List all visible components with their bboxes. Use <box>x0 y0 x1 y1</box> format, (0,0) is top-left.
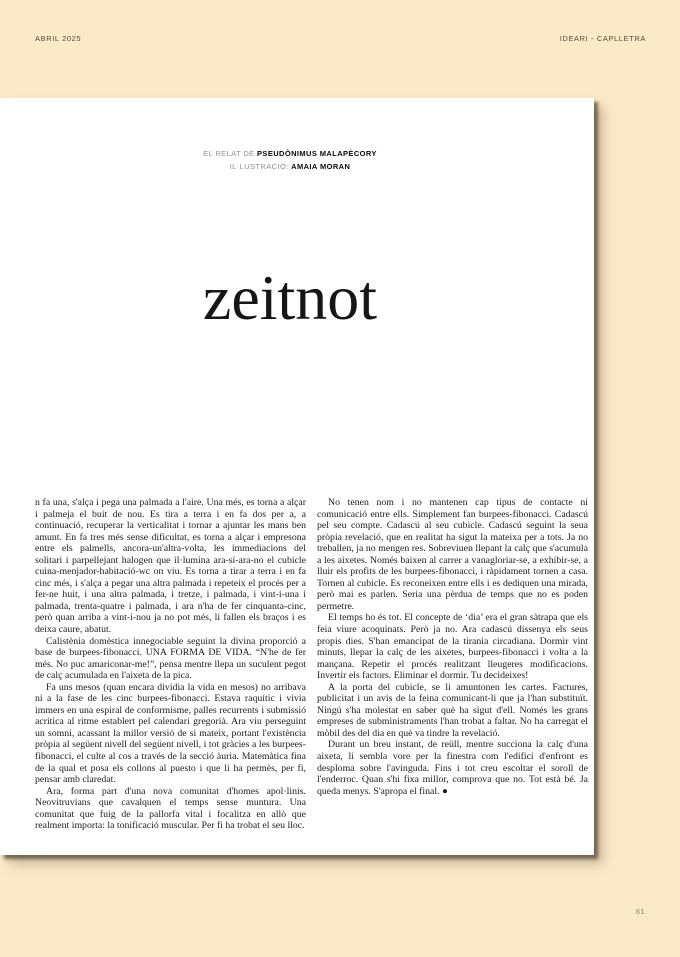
paragraph-with-end-mark: Durant un breu instant, de reüll, mentre succiona la calç d'una aixeta, li sembla vore per la finestra com l'edifici d'enfront es desploma sobre l'avinguda. Fins i tot creu escoltar el soroll de l'enderroc. Quan s'hi fixa millor, comprova que no. Tot està bé. Ja queda menys. S'apropa el final. ● <box>317 739 588 797</box>
illustration-label: IL·LUSTRACIÓ: <box>229 162 289 171</box>
paragraph: n fa una, s'alça i pega una palmada a l'aire. Una més, es torna a alçar i palmeja el buit de nou. Es tira a terra i en fa dos per a, a continuació, recuperar la verticalitat i tornar a ajuntar les mans ben amunt. En fa tres més sense dificultat, es torna a alçar i empresona entre els palmells, ancora-un'altra-volta, les immediacions del solitari i parpellejant halogen que il·lumina ara-sí-ara-no el cubicle cuina-menjador-habitació-wc on viu. Es torna a tirar a terra i en fa cinc més, i s'alça a pegar una altra palmada i repeteix el procés per a fer-ne huit, i una altra palmada, i tretze, i palmada, i vint-i-una i palmada, trenta-quatre i palmada, i ara n'ha de fer cinquanta-cinc, però quan arriba a vint-i-nou ja no pot més, li fallen els braços i es deixa caure, abatut. <box>35 497 306 636</box>
paragraph: No tenen nom i no mantenen cap tipus de contacte ni comunicació entre ells. Simplement fan burpees-fibonacci. Cadascú pel seu compte. Cadascú al seu cubicle. Cadascú seguint la seua pròpia revelació, que en realitat ha sigut la mateixa per a tots. Ja no treballen, ja no mengen res. Sobreviuen llepant la calç que s'acumula a les aixetes. Només baixen al carrer a vanagloriar-se, a exhibir-se, a lluir els profits de les burpees-fibonacci, i ràpidament tornen a casa. Tornen al cubicle. Es reconeixen entre ells i es dediquen una mirada, però mai es parlen. Seria una pèrdua de temps que no es poden permetre. <box>317 497 588 612</box>
byline-story-line <box>0 147 580 160</box>
paragraph: El temps ho és tot. El concepte de ‘dia’ era el gran sàtrapa que els feia viure acoquinats. Però ja no. Ara cadascú dissenya els seus propis dies. S'han emancipat de la tirania circadiana. Dormir vint minuts, llepar la calç de les aixetes, burpees-fibonacci i volta a la mançana. Repetir el procés realitzant lleugeres modificacions. Invertir els factors. Eliminar el dormir. Tu decideixes! <box>317 612 588 682</box>
paragraph: Ara, forma part d'una nova comunitat d'homes apol·linis. Neovitruvians que cavalquen el temps sense muntura. Una comunitat que fuig de la pallorfa vital i focalitza en allò que realment importa: la tonificació muscular. Per fi ha trobat el seu lloc. <box>35 785 306 832</box>
page-number: 61 <box>635 907 645 916</box>
story-author: PSEUDÒNIMUS MALAPÈCORY <box>257 149 377 158</box>
paragraph: Calistènia domèstica innegociable seguint la divina proporció a base de burpees-fibonacci. UNA FORMA DE VIDA. “N'he de fer més. No puc amariconar-me!”, pensa mentre llepa un suculent pegot de calç acumulada en l'aixeta de la pica. <box>35 635 306 682</box>
illustration-author: AMAIA MORAN <box>291 162 351 171</box>
article-body <box>35 497 588 832</box>
paragraph: A la porta del cubicle, se li amuntonen les cartes. Factures, publicitat i un avís de la feina comunicant-li que ja l'han substituït. Ningú s'ha molestat en saber què ha sigut d'ell. Només les grans empreses de subministraments l'han trobat a faltar. No ha carregat el mòbil des del dia en què va tindre la revelació. <box>317 681 588 739</box>
article-title: zeitnot <box>202 262 378 333</box>
paragraph: Fa uns mesos (quan encara dividia la vida en mesos) no arribava ni a la fase de les cinc burpees-fibonacci. Estava raquític i vivia immers en una espiral de conformisme, palles recurrents i submissió acrítica al ritme establert pel calendari gregorià. Ara viu perseguint un somni, acassant la millor versió de si mateix, portant l'existència pròpia al següent nivell del següent nivell, i tot gràcies a les burpees-fibonacci, el culte al cos a través de la secció àuria. Matemàtica fina de la qual et posa els collons al puesto i que li ha permès, per fi, pensar amb claredat. <box>35 681 306 786</box>
story-label: EL RELAT DE <box>203 149 255 158</box>
byline-illustration-line <box>0 160 580 173</box>
byline <box>0 147 580 173</box>
column-right <box>317 497 588 832</box>
magazine-page <box>0 98 594 855</box>
header-section-label: IDEARI - CAPLLETRA <box>559 34 646 43</box>
column-left <box>35 497 306 832</box>
header-issue-date: ABRIL 2025 <box>35 34 82 43</box>
